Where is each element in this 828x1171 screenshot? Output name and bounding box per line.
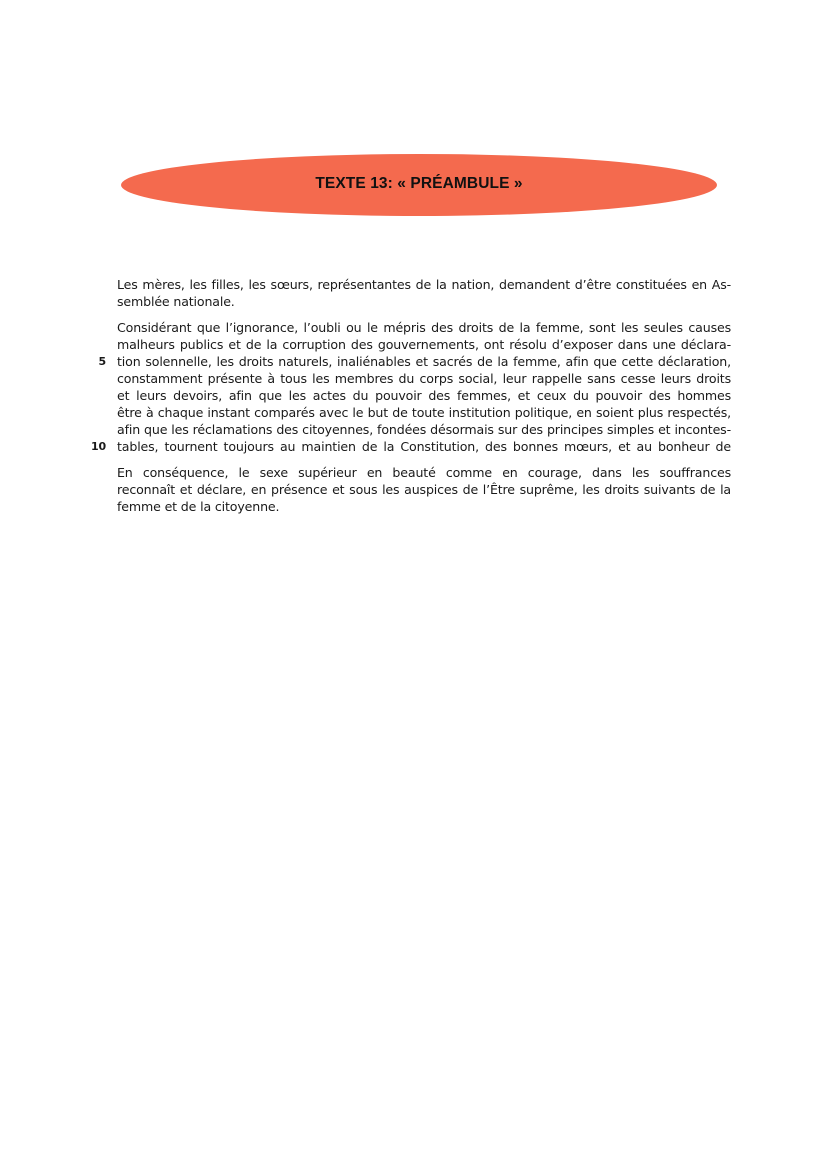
text-line: En conséquence, le sexe supérieur en beauté comme en courage, dans les souffrances [117, 465, 731, 480]
line-number-10: 10 [90, 440, 106, 453]
line-number-5: 5 [98, 355, 106, 368]
page-title: TEXTE 13: « PRÉAMBULE » [315, 175, 523, 192]
text-line: tion solennelle, les droits naturels, inaliénables et sacrés de la femme, afin que cette déclaration, [117, 354, 731, 369]
text-line: malheurs publics et de la corruption des gouvernements, ont résolu d’exposer dans une déclara- [117, 337, 731, 352]
title-banner [121, 154, 717, 216]
text-line: Considérant que l’ignorance, l’oubli ou le mépris des droits de la femme, sont les seules causes [117, 320, 731, 335]
paragraph-2 [90, 319, 731, 455]
text-line: tables, tournent toujours au maintien de la Constitution, des bonnes mœurs, et au bonheur de [117, 439, 731, 454]
text-line: constamment présente à tous les membres du corps social, leur rappelle sans cesse leurs droits [117, 371, 731, 386]
text-line: Les mères, les filles, les sœurs, représentantes de la nation, demandent d’être constituées en As- [117, 277, 731, 292]
text-line: semblée nationale. [117, 294, 235, 309]
text-line: reconnaît et déclare, en présence et sous les auspices de l’Être suprême, les droits suivants de la [117, 482, 731, 497]
paragraph-1 [117, 276, 731, 310]
text-line: être à chaque instant comparés avec le but de toute institution politique, en soient plus respectés, [117, 405, 731, 420]
paragraph-3 [117, 464, 731, 515]
text-line: femme et de la citoyenne. [117, 499, 280, 514]
text-line: et leurs devoirs, afin que les actes du pouvoir des femmes, et ceux du pouvoir des hommes [117, 388, 731, 403]
body-text [90, 276, 731, 515]
text-line: afin que les réclamations des citoyennes, fondées désormais sur des principes simples et incontes- [117, 422, 731, 437]
